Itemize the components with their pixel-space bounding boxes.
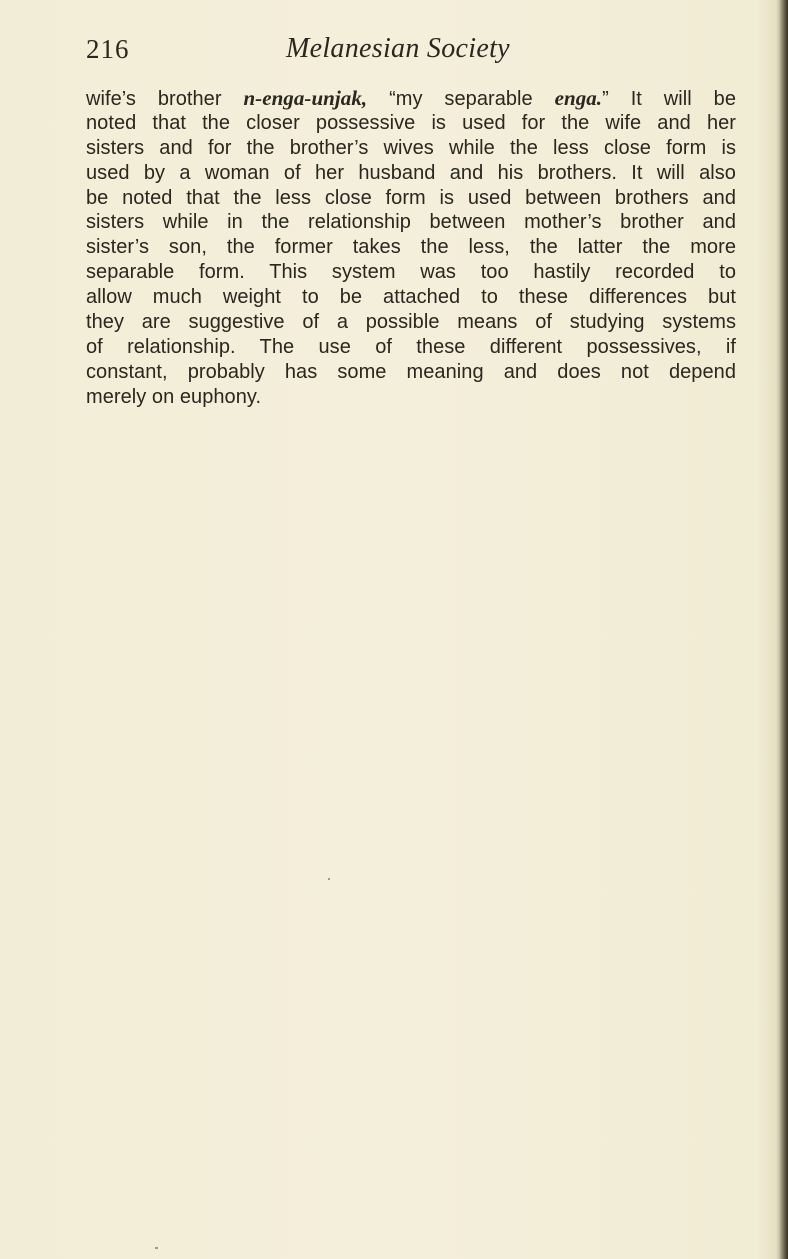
text-line: constant, probably has some meaning and does not depend (86, 360, 736, 383)
text-line: used by a woman of her husband and his brothers. It will also (86, 161, 736, 184)
text-line: noted that the closer possessive is used for the wife and her (86, 111, 736, 134)
text-line: sisters while in the relationship between mother’s brother and (86, 211, 736, 234)
text-line: of relationship. The use of these different possessives, if (86, 335, 736, 358)
text-segment: “my separable (367, 88, 555, 110)
text-line: separable form. This system was too hastily recorded to (86, 261, 736, 284)
text-line: they are suggestive of a possible means of studying systems (86, 311, 736, 334)
page-header (86, 32, 736, 66)
italic-term: enga. (554, 86, 603, 110)
page-binding-edge (779, 0, 788, 1259)
text-line: sisters and for the brother’s wives while the less close form is (86, 136, 736, 159)
paper-speck (328, 878, 330, 880)
italic-term: n-enga-unjak, (243, 86, 368, 110)
text-line: be noted that the less close form is used between brothers and (86, 186, 736, 209)
running-title: Melanesian Society (286, 33, 510, 64)
text-line: sister’s son, the former takes the less, the latter the more (86, 236, 736, 259)
page-number: 216 (86, 34, 130, 64)
text-line: merely on euphony. (86, 385, 262, 408)
text-line (86, 86, 736, 111)
paper-speck (155, 1247, 158, 1249)
text-segment: wife’s brother (86, 88, 244, 110)
body-paragraph (86, 86, 736, 410)
text-line: allow much weight to be attached to these differences but (86, 286, 736, 309)
text-segment: ” It will be (602, 88, 736, 110)
